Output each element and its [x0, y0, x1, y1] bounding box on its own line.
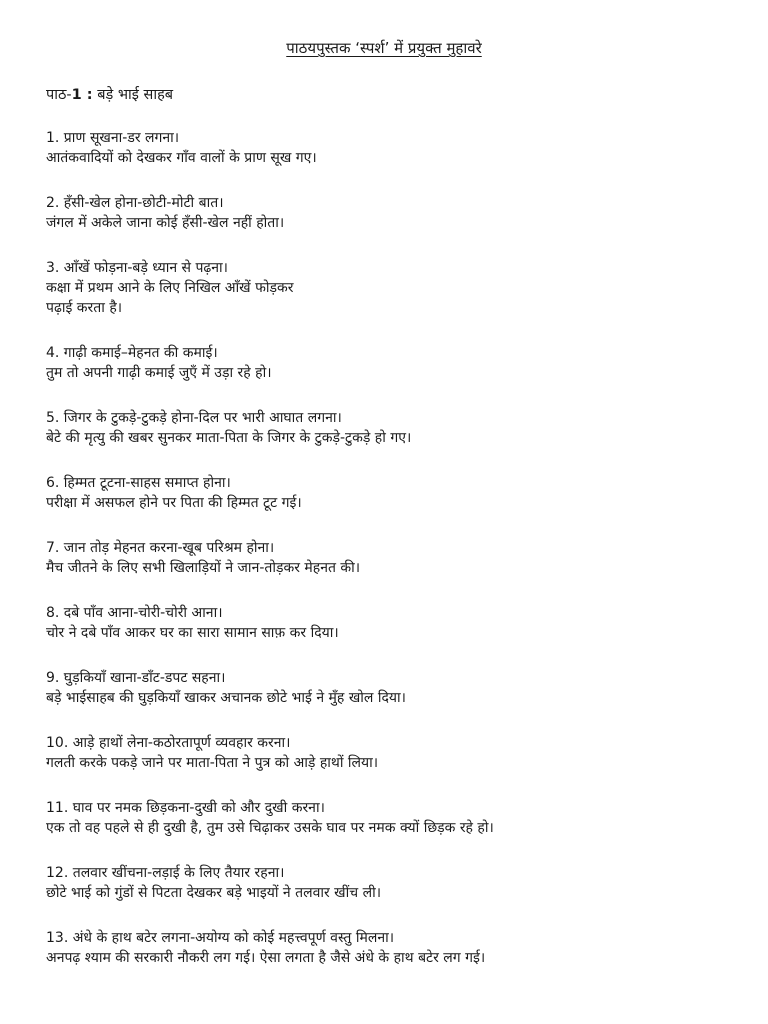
lesson-number: 1 : [71, 87, 93, 103]
idiom-heading: 2. हँसी-खेल होना-छोटी-मोटी बात। [46, 195, 224, 211]
idiom-example: कक्षा में प्रथम आने के लिए निखिल आँखें फोड़कर [46, 280, 294, 296]
idiom-example: एक तो वह पहले से ही दुखी है, तुम उसे चिढ़ाकर उसके घाव पर नमक क्यों छिड़क रहे हो। [46, 820, 494, 836]
idiom-heading: 8. दबे पाँव आना-चोरी-चोरी आना। [46, 605, 223, 621]
idiom-heading: 5. जिगर के टुकड़े-टुकड़े होना-दिल पर भारी आघात लगना। [46, 410, 342, 426]
idiom-item [46, 863, 746, 903]
idiom-example: गलती करके पकड़े जाने पर माता-पिता ने पुत्र को आड़े हाथों लिया। [46, 755, 379, 771]
idiom-example: चोर ने दबे पाँव आकर घर का सारा सामान साफ़ कर दिया। [46, 625, 339, 641]
lesson-heading [46, 84, 173, 104]
idiom-heading: 12. तलवार खींचना-लड़ाई के लिए तैयार रहना। [46, 865, 285, 881]
idiom-item [46, 798, 746, 838]
lesson-name: बड़े भाई साहब [92, 87, 174, 103]
idiom-example: छोटे भाई को गुंडों से पिटता देखकर बड़े भाइयों ने तलवार खींच ली। [46, 885, 382, 901]
idiom-item [46, 343, 746, 383]
idiom-example-continued: पढ़ाई करता है। [46, 300, 123, 316]
idiom-example: बड़े भाईसाहब की घुड़कियाँ खाकर अचानक छोटे भाई ने मुँह खोल दिया। [46, 690, 406, 706]
idiom-item [46, 733, 746, 773]
idiom-heading: 11. घाव पर नमक छिड़कना-दुखी को और दुखी करना। [46, 800, 325, 816]
idiom-example: आतंकवादियों को देखकर गाँव वालों के प्राण सूख गए। [46, 150, 317, 166]
idiom-example: मैच जीतने के लिए सभी खिलाड़ियों ने जान-तोड़कर मेहनत की। [46, 560, 361, 576]
idiom-example: तुम तो अपनी गाढ़ी कमाई जुएँ में उड़ा रहे हो। [46, 365, 272, 381]
idiom-item [46, 538, 746, 578]
idiom-item [46, 928, 746, 968]
idiom-heading: 13. अंधे के हाथ बटेर लगना-अयोग्य को कोई महत्त्वपूर्ण वस्तु मिलना। [46, 930, 395, 946]
idiom-item [46, 668, 746, 708]
idiom-item [46, 473, 746, 513]
idiom-example: परीक्षा में असफल होने पर पिता की हिम्मत टूट गई। [46, 495, 302, 511]
idiom-item [46, 193, 746, 233]
idiom-list [46, 128, 746, 993]
idiom-example: जंगल में अकेले जाना कोई हँसी-खेल नहीं होता। [46, 215, 285, 231]
idiom-item [46, 258, 746, 318]
idiom-item [46, 408, 746, 448]
idiom-heading: 6. हिम्मत टूटना-साहस समाप्त होना। [46, 475, 231, 491]
idiom-heading: 9. घुड़कियाँ खाना-डाँट-डपट सहना। [46, 670, 226, 686]
idiom-heading: 1. प्राण सूखना-डर लगना। [46, 130, 180, 146]
idiom-example: अनपढ़ श्याम की सरकारी नौकरी लग गई। ऐसा लगता है जैसे अंधे के हाथ बटेर लग गई। [46, 950, 486, 966]
idiom-item [46, 128, 746, 168]
idiom-heading: 10. आड़े हाथों लेना-कठोरतापूर्ण व्यवहार करना। [46, 735, 291, 751]
idiom-heading: 7. जान तोड़ मेहनत करना-खूब परिश्रम होना। [46, 540, 275, 556]
lesson-prefix: पाठ- [46, 87, 72, 103]
idiom-example: बेटे की मृत्यु की खबर सुनकर माता-पिता के जिगर के टुकड़े-टुकड़े हो गए। [46, 430, 412, 446]
idiom-item [46, 603, 746, 643]
idiom-heading: 4. गाढ़ी कमाई–मेहनत की कमाई। [46, 345, 218, 361]
page-title: पाठयपुस्तक ‘स्पर्श’ में प्रयुक्त मुहावरे [286, 39, 482, 57]
idiom-heading: 3. आँखें फोड़ना-बड़े ध्यान से पढ़ना। [46, 260, 228, 276]
